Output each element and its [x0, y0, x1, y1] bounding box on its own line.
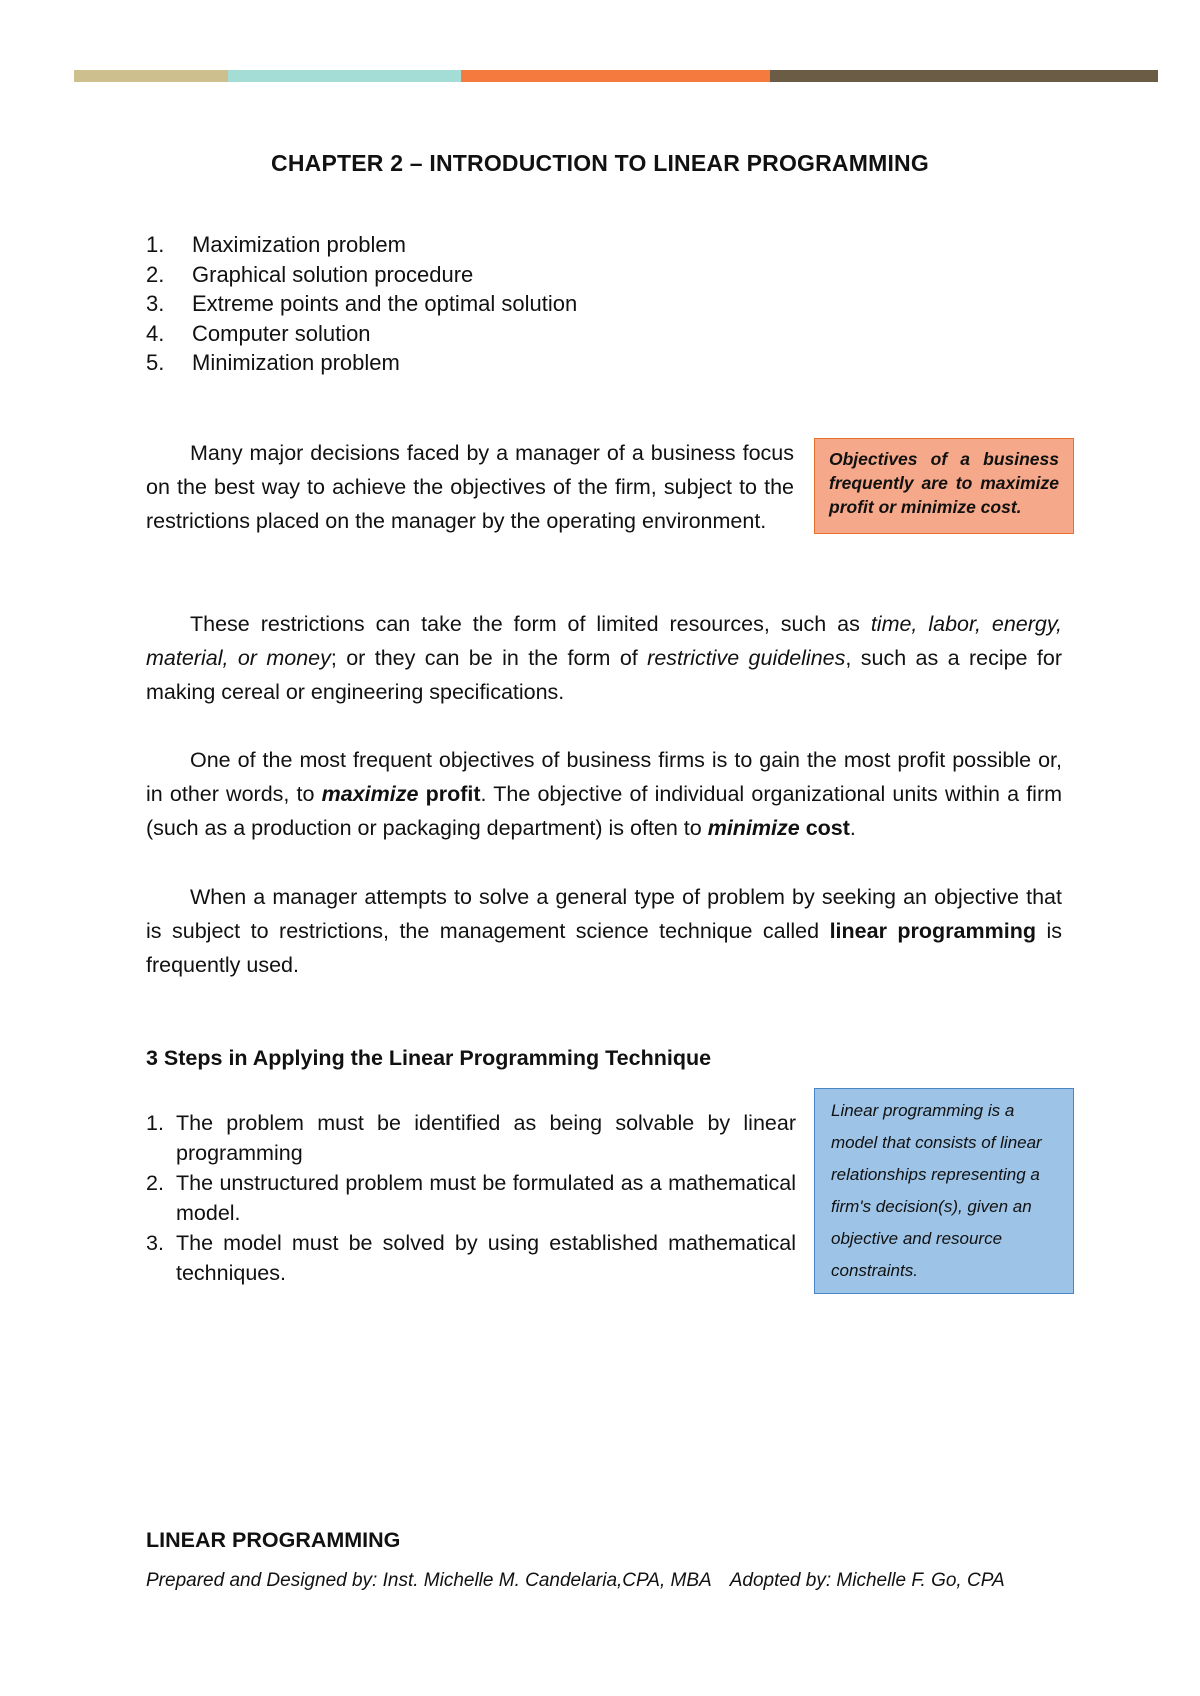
topic-item — [146, 260, 577, 290]
paragraph-objectives — [146, 743, 1062, 845]
topic-text: Computer solution — [192, 320, 371, 346]
steps-list — [146, 1108, 796, 1288]
topic-number: 4. — [146, 320, 165, 346]
topic-item — [146, 348, 577, 378]
footer-adopted: Adopted by: Michelle F. Go, CPA — [729, 1570, 1005, 1591]
text-run: These restrictions can take the form of limited resources, such as — [190, 612, 871, 636]
step-item — [146, 1228, 796, 1288]
header-bar-segment-1 — [74, 70, 228, 82]
callout-definition: Linear programming is a model that consists of linear relationships representing a firm's decision(s), given an objective and resource constraints. — [814, 1088, 1074, 1294]
page-title: CHAPTER 2 – INTRODUCTION TO LINEAR PROGRAMMING — [271, 150, 929, 176]
text-run: is frequently used. — [146, 919, 1063, 977]
step-item — [146, 1108, 796, 1168]
topic-number: 1. — [146, 232, 165, 257]
topic-number: 2. — [146, 261, 165, 287]
text-run-bold-italic: minimize — [707, 816, 800, 840]
topic-item — [146, 289, 577, 319]
step-text: The problem must be identified as being solvable by linear programming — [176, 1111, 796, 1165]
step-number: 1. — [146, 1111, 164, 1135]
paragraph-restrictions — [146, 607, 1062, 709]
topic-number: 5. — [146, 350, 165, 375]
topic-item — [146, 319, 577, 349]
text-run-italic: time, labor, energy, material, or money — [146, 612, 1062, 670]
text-run-bold: profit — [418, 782, 481, 806]
footer-credits — [146, 1570, 1005, 1592]
footer-title: LINEAR PROGRAMMING — [146, 1528, 401, 1552]
header-bar-segment-4 — [770, 70, 1158, 82]
paragraph-decisions — [146, 436, 794, 538]
topic-text: Maximization problem — [192, 232, 406, 257]
chapter-topic-list — [146, 230, 577, 378]
paragraph-linear-programming — [146, 880, 1062, 982]
text-run-bold-italic: maximize — [321, 782, 419, 806]
paragraph-decisions-text: Many major decisions faced by a manager of a business focus on the best way to achieve the objectives of the firm, subject to the restrictions placed on the manager by the operating environment. — [146, 441, 794, 533]
text-run: One of the most frequent objectives of business firms is to gain the most profit possible or, in other words, to — [146, 748, 1062, 806]
text-run: ; or they can be in the form of — [330, 646, 648, 670]
topic-text: Minimization problem — [192, 350, 400, 375]
header-bar-segment-2 — [228, 70, 461, 82]
step-number: 3. — [146, 1231, 164, 1255]
step-number: 2. — [146, 1171, 164, 1195]
text-run-italic: restrictive guidelines — [647, 646, 846, 670]
topic-number: 3. — [146, 291, 165, 316]
footer-prepared: Prepared and Designed by: Inst. Michelle M. Candelaria,CPA, MBA — [146, 1570, 712, 1591]
header-bar-segment-3 — [461, 70, 770, 82]
header-color-bar — [74, 70, 1158, 82]
text-run: . The objective of individual organizational units within a firm (such as a production or packaging department) is often to — [146, 782, 1063, 840]
text-run-bold: linear programming — [829, 919, 1036, 943]
text-run: When a manager attempts to solve a general type of problem by seeking an objective that is subject to restrictions, the management science technique called — [146, 885, 1062, 943]
step-item — [146, 1168, 796, 1228]
topic-text: Graphical solution procedure — [192, 261, 474, 287]
topic-text: Extreme points and the optimal solution — [192, 291, 578, 316]
step-text: The model must be solved by using established mathematical techniques. — [176, 1231, 796, 1285]
step-text: The unstructured problem must be formulated as a mathematical model. — [176, 1171, 796, 1225]
steps-heading: 3 Steps in Applying the Linear Programming Technique — [146, 1046, 712, 1070]
text-run-bold: cost — [799, 816, 850, 840]
callout-objectives: Objectives of a business frequently are to maximize profit or minimize cost. — [814, 438, 1074, 534]
topic-item — [146, 230, 577, 260]
text-run: . — [849, 816, 856, 840]
text-run: , such as a recipe for making cereal or engineering specifications. — [146, 646, 1062, 704]
